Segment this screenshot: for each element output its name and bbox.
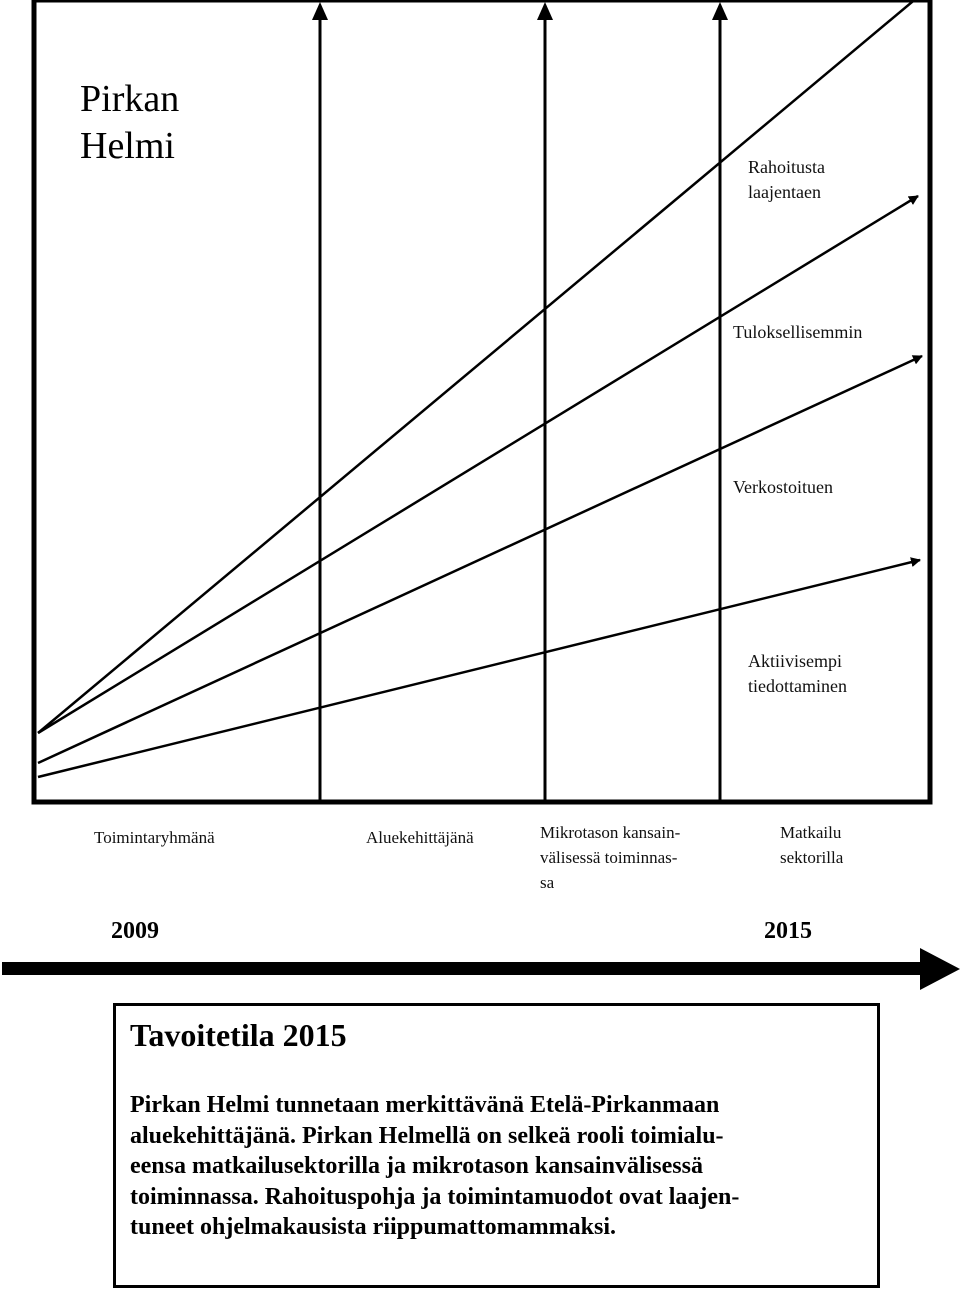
arrow-label-rahoitusta xyxy=(748,155,825,205)
goal-text-line: toiminnassa. Rahoituspohja ja toimintamuodot ovat laajen- xyxy=(130,1183,740,1210)
arrow-label-tuloksellisemmin xyxy=(733,320,862,345)
goal-box xyxy=(113,1003,880,1288)
column-label-line: välisessä toiminnas- xyxy=(540,848,678,867)
title-line-2: Helmi xyxy=(80,125,175,167)
goal-title: Tavoitetila 2015 xyxy=(130,1017,347,1053)
column-label-toimintaryhma xyxy=(94,825,215,850)
column-label-line: Mikrotason kansain- xyxy=(540,823,681,842)
timeline-end-year: 2015 xyxy=(764,918,812,944)
column-arrow-mikrotaso xyxy=(712,2,728,800)
column-label-line: Aluekehittäjänä xyxy=(366,828,474,847)
goal-text-line: Pirkan Helmi tunnetaan merkittävänä Etelä-Pirkanmaan xyxy=(130,1092,720,1118)
goal-text-line: eensa matkailusektorilla ja mikrotason kansainvälisessä xyxy=(130,1153,703,1179)
column-label-line: sektorilla xyxy=(780,848,844,867)
goal-text-line: tuneet ohjelmakausista riippumattomammaksi. xyxy=(130,1214,617,1240)
arrow-label-verkostoituen xyxy=(733,475,833,500)
goal-text-line: aluekehittäjänä. Pirkan Helmellä on selkeä rooli toimialu- xyxy=(130,1122,724,1149)
arrow-label-line: laajentaen xyxy=(748,182,821,202)
arrow-label-line: Aktiivisempi xyxy=(748,651,842,671)
arrow-label-line: Tuloksellisemmin xyxy=(733,322,863,342)
timeline-arrow xyxy=(2,948,960,990)
arrow-label-line: Verkostoituen xyxy=(733,477,833,497)
goal-text xyxy=(130,1090,865,1243)
page-title xyxy=(80,76,179,170)
growth-arrow-verkostoituen xyxy=(38,356,922,763)
column-arrow-aluekehittaja xyxy=(537,2,553,800)
column-label-line: Toimintaryhmänä xyxy=(94,828,215,847)
arrow-label-line: Rahoitusta xyxy=(748,157,825,177)
title-line-1: Pirkan xyxy=(80,78,180,120)
column-label-mikrotaso xyxy=(540,820,680,895)
column-label-matkailu xyxy=(780,820,843,870)
arrow-label-line: tiedottaminen xyxy=(748,676,847,696)
column-arrow-toimintaryhma xyxy=(312,2,328,800)
column-label-line: sa xyxy=(540,873,555,892)
arrow-label-tiedottaminen xyxy=(748,649,847,699)
column-label-aluekehittaja xyxy=(366,825,474,850)
timeline-start-year: 2009 xyxy=(111,918,159,944)
column-label-line: Matkailu xyxy=(780,823,842,842)
